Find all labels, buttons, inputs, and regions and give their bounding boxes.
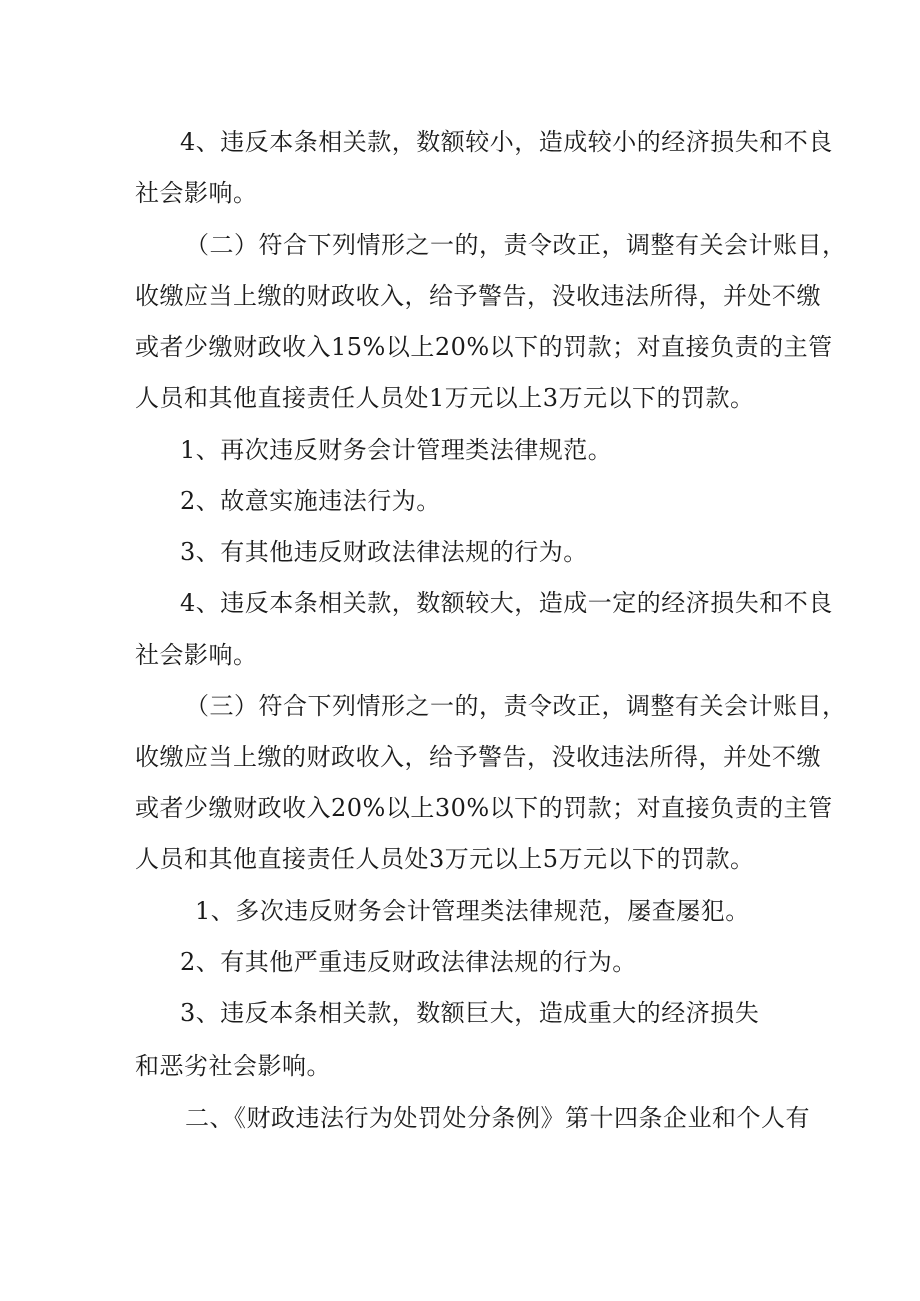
paragraph-line: 2、故意实施违法行为。 — [180, 487, 441, 515]
paragraph-line: 2、有其他严重违反财政法律法规的行为。 — [180, 948, 637, 976]
paragraph-line: 3、有其他违反财政法律法规的行为。 — [180, 538, 588, 566]
paragraph-line: 3、违反本条相关款，数额巨大，造成重大的经济损失 — [180, 999, 760, 1027]
paragraph-line: 收缴应当上缴的财政收入，给予警告，没收违法所得，并处不缴 — [135, 282, 821, 310]
paragraph-line: 1、多次违反财务会计管理类法律规范，屡查屡犯。 — [195, 897, 750, 925]
paragraph-line: 社会影响。 — [135, 179, 258, 207]
paragraph-line: （三）符合下列情形之一的，责令改正，调整有关会计账目， — [185, 692, 847, 720]
paragraph-line: 人员和其他直接责任人员处1万元以上3万元以下的罚款。 — [135, 384, 755, 412]
paragraph-line: 或者少缴财政收入20%以上30%以下的罚款；对直接负责的主管 — [135, 794, 833, 822]
paragraph-line: 和恶劣社会影响。 — [135, 1052, 331, 1080]
paragraph-line: （二）符合下列情形之一的，责令改正，调整有关会计账目， — [185, 231, 847, 259]
paragraph-line: 收缴应当上缴的财政收入，给予警告，没收违法所得，并处不缴 — [135, 743, 821, 771]
paragraph-line: 社会影响。 — [135, 641, 258, 669]
paragraph-line: 人员和其他直接责任人员处3万元以上5万元以下的罚款。 — [135, 845, 755, 873]
paragraph-line: 或者少缴财政收入15%以上20%以下的罚款；对直接负责的主管 — [135, 333, 833, 361]
paragraph-line: 1、再次违反财务会计管理类法律规范。 — [180, 436, 613, 464]
paragraph-line: 4、违反本条相关款，数额较小，造成较小的经济损失和不良 — [180, 128, 833, 156]
paragraph-line: 4、违反本条相关款，数额较大，造成一定的经济损失和不良 — [180, 589, 833, 617]
paragraph-line: 二、《财政违法行为处罚处分条例》第十四条企业和个人有 — [185, 1104, 810, 1132]
